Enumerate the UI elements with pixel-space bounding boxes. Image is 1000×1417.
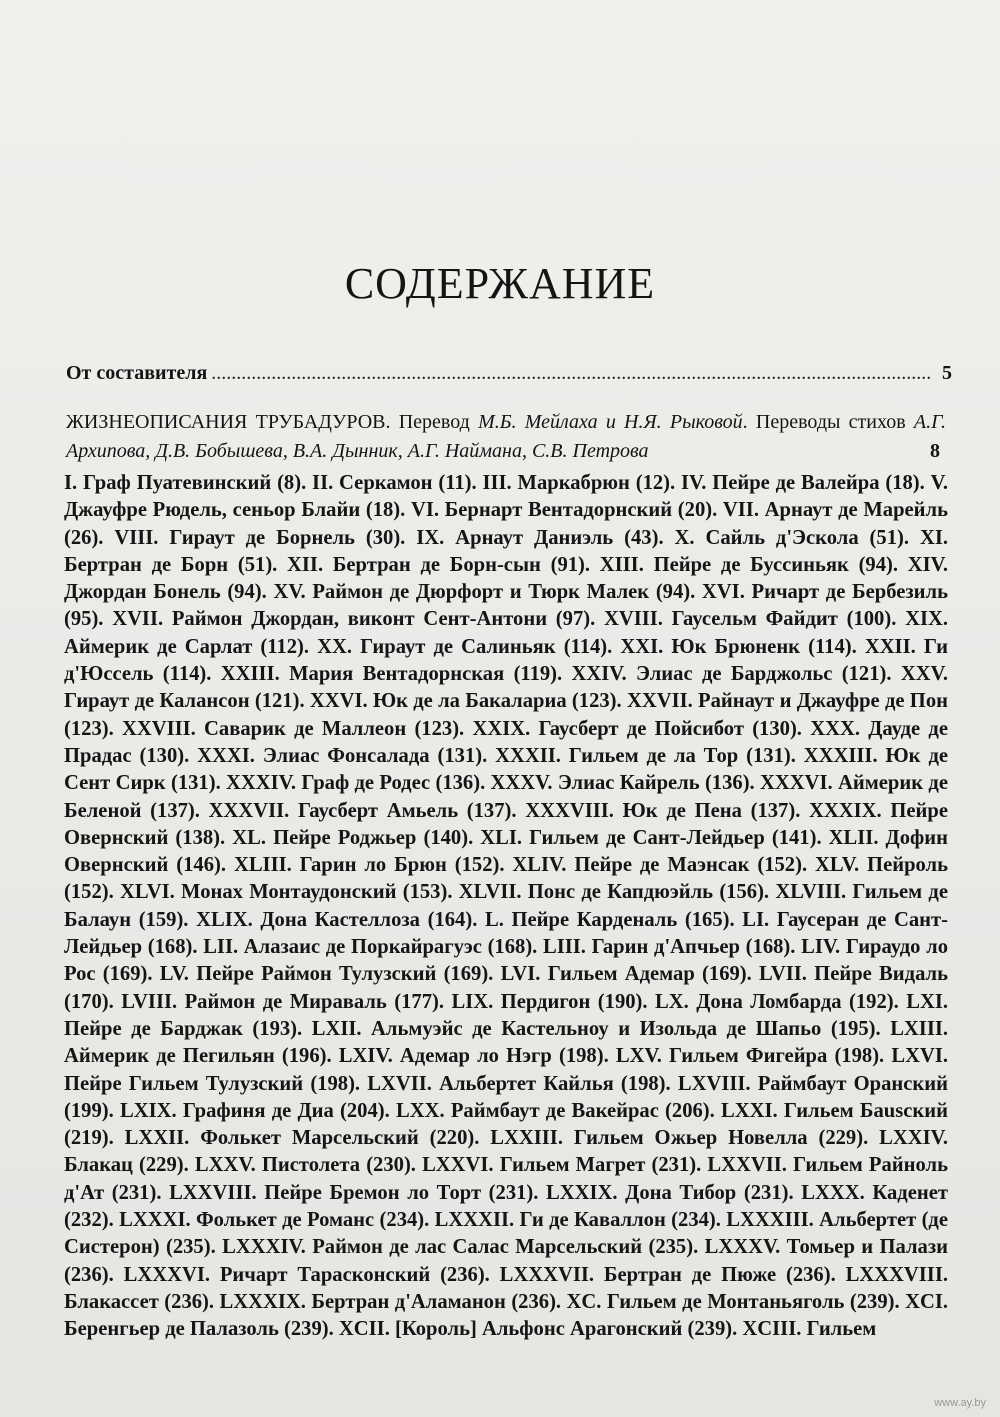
toc-entry-compiler (66, 362, 952, 390)
page-title: СОДЕРЖАНИЕ (344, 259, 656, 308)
leader-dots (211, 362, 930, 385)
section-heading (66, 408, 946, 466)
section-connector: . Переводы стихов (742, 411, 914, 433)
section-page-number: 8 (930, 440, 940, 462)
translators-verse: А.Г. Архипова, Д.В. Бобышева, В.А. Дынник, А.Г. Наймана, С.В. Петрова (66, 411, 946, 462)
troubadour-list: I. Граф Пуатевинский (8). II. Серкамон (11). III. Маркабрюн (12). IV. Пейре де Валейра (18). V. Джауфре Рюдель, сеньор Блайи (18). VI. Бернарт Вентадорнский (20). VII. Арнаут де Марейль (26). VIII. Гираут де Борнель (30). IX. Арнаут Даниэль (43). X. Сайль д'Эскола (51). XI. Бертран де Борн (51). XII. Бертран де Борн-сын (91). XIII. Пейре де Буссиньяк (94). XIV. Джордан Бонель (94). XV. Раймон де Дюрфорт и Тюрк Малек (94). XVI. Ричарт де Бербезиль (95). XVII. Раймон Джордан, виконт Сент-Антони (97). XVIII. Гаусельм Файдит (100). XIX. Аймерик де Сарлат (112). XX. Гираут де Салиньяк (114). XXI. Юк Брюненк (114). XXII. Ги д'Юссель (114). XXIII. Мария Вентадорнская (119). XXIV. Элиас де Барджольс (121). XXV. Гираут де Калансон (121). XXVI. Юк де ла Бакалариа (123). XXVII. Райнаут и Джауфре де Пон (123). XXVIII. Саварик де Маллеон (123). XXIX. Гаусберт де Пойсибот (130). XXX. Дауде де Прадас (130). XXXI. Элиас Фонсалада (131). XXXII. Гильем де ла Тор (131). XXXIII. Юк де Сент Сирк (131). XXXIV. Граф де Родес (136). XXXV. Элиас Кайрель (136). XXXVI. Аймерик де Беленой (137). XXXVII. Гаусберт Амьель (137). XXXVIII. Юк де Пена (137). XXXIX. Пейре Овернский (138). XL. Пейре Роджьер (140). XLI. Гильем де Сант-Лейдьер (141). XLII. Дофин Овернский (146). XLIII. Гарин ло Брюн (152). XLIV. Пейре де Маэнсак (152). XLV. Пейроль (152). XLVI. Монах Монтаудонский (153). XLVII. Понс де Капдюэйль (156). XLVIII. Гильем де Балаун (159). XLIX. Дона Кастеллоза (164). L. Пейре Карденаль (165). LI. Гаусеран де Сант-Лейдьер (168). LII. Алазаис де Поркайрагуэс (168). LIII. Гарин д'Апчьер (168). LIV. Гираудо ло Рос (169). LV. Пейре Раймон Тулузский (169). LVI. Гильем Адемар (169). LVII. Пейре Видаль (170). LVIII. Раймон де Мираваль (177). LIX. Пердигон (190). LX. Дона Ломбарда (192). LXI. Пейре де Барджак (193). LXII. Альмуэйс де Кастельноу и Изольда де Шапьо (195). LXIII. Аймерик де Пегильян (196). LXIV. Адемар ло Нэгр (198). LXV. Гильем Фигейра (198). LXVI. Пейре Гильем Тулузский (198). LXVII. Альбертет Кайлья (198). LXVIII. Раймбаут Оранский (199). LXIX. Графиня де Диа (204). LXX. Раймбаут де Вакейрас (206). LXXI. Гильем Бausский (219). LXXII. Фолькет Марсельский (220). LXXIII. Гильем Ожьер Новелла (229). LXXIV. Блакац (229). LXXV. Пистолета (230). LXXVI. Гильем Магрет (231). LXXVII. Гильем Райноль д'Ат (231). LXXVIII. Пейре Бремон ло Торт (231). LXXIX. Дона Тибор (231). LXXX. Каденет (232). LXXXI. Фолькет де Романс (234). LXXXII. Ги де Каваллон (234). LXXXIII. Альбертет (де Систерон) (235). LXXXIV. Раймон де лас Салас Марсельский (235). LXXXV. Томьер и Палази (236). LXXXVI. Ричарт Тарасконский (236). LXXXVII. Бертран де Пюже (236). LXXXVIII. Блакассет (236). LXXXIX. Бертран д'Аламанон (236). XC. Гильем де Монтаньяголь (239). XCI. Беренгьер де Палазоль (239). XCII. [Король] Альфонс Арагонский (239). XCIII. Гильем (64, 472, 948, 1341)
toc-entry-label: От составителя (66, 362, 208, 384)
watermark: www.ay.by (934, 1397, 986, 1409)
toc-entry-page: 5 (942, 362, 952, 384)
section-title: ЖИЗНЕОПИСАНИЯ ТРУБАДУРОВ. Перевод (66, 411, 479, 433)
translators-prose: М.Б. Мейлаха и Н.Я. Рыковой (478, 411, 743, 433)
